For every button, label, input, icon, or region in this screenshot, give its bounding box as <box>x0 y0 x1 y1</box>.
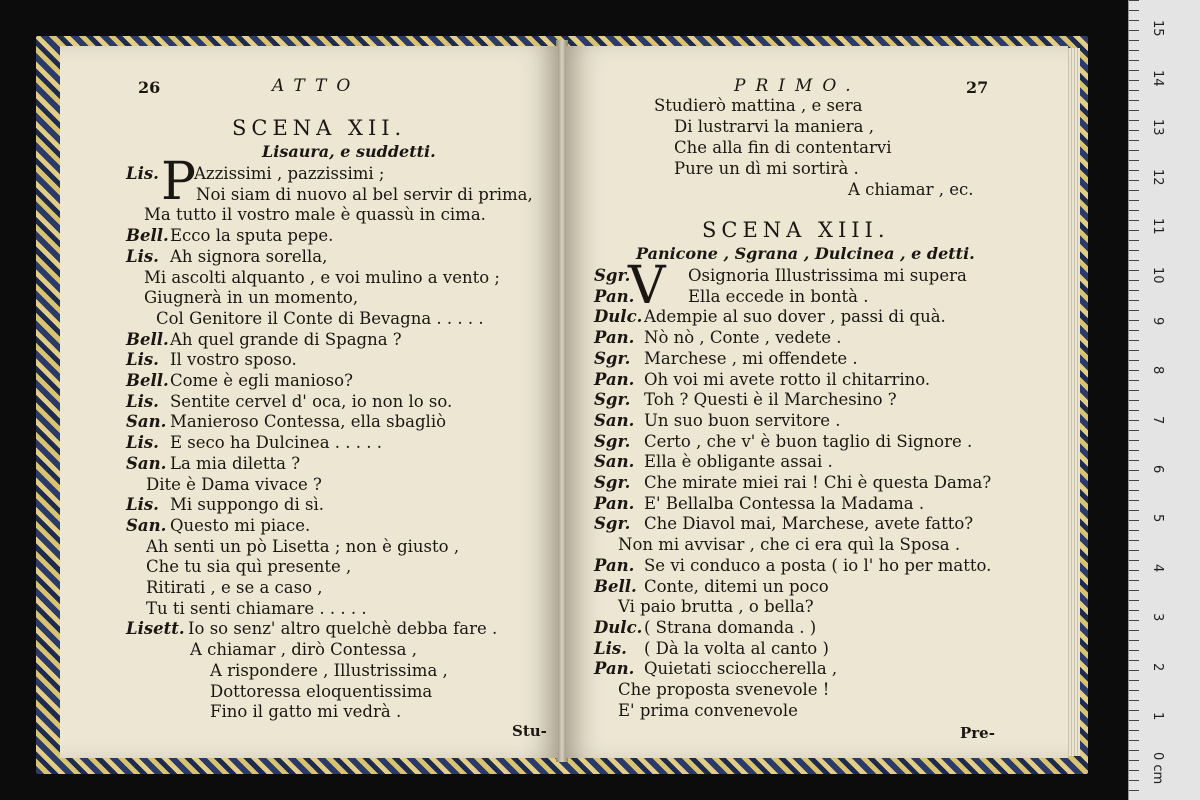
speaker-label: Lis. <box>126 433 159 453</box>
speaker-label: Sgr. <box>594 266 631 285</box>
verse-text: Quietati scioccherella , <box>644 659 838 679</box>
verse-text: Io so senz' altro quelchè debba fare . <box>188 619 498 639</box>
speaker-label: San. <box>126 412 167 432</box>
page-number-right: 27 <box>966 78 989 97</box>
speaker-label: Bell. <box>126 371 169 390</box>
page-number-left: 26 <box>138 78 161 97</box>
speaker-label: Pan. <box>594 328 635 348</box>
verse-text: Sentite cervel d' oca, io non lo so. <box>170 391 453 411</box>
speaker-label: Pan. <box>594 286 635 306</box>
speaker-label: Sgr. <box>594 431 631 451</box>
verse-text: Dottoressa eloquentissima <box>210 681 433 701</box>
scene-title-right: SCENA XIII. <box>702 218 890 242</box>
verse-text: Noi siam di nuovo al bel servir di prima, <box>196 184 533 204</box>
ruler-number: 4 <box>1150 563 1165 573</box>
verse-text: Ella eccede in bontà . <box>688 286 869 306</box>
ruler-number: 13 <box>1150 119 1165 136</box>
verse-text: Certo , che v' è buon taglio di Signore . <box>644 431 973 451</box>
verse-text: Dite è Dama vivace ? <box>146 474 322 494</box>
verse-text: Non mi avvisar , che ci era quì la Sposa . <box>618 535 961 555</box>
verse-text: ( Dà la volta al canto ) <box>644 638 829 658</box>
right-page <box>566 46 1068 758</box>
verse-line: Che alla fin di contentarvi <box>674 138 892 157</box>
verse-text: Marchese , mi offendete . <box>644 348 858 368</box>
verse-text: A rispondere , Illustrissima , <box>210 660 448 680</box>
verse-line: Studierò mattina , e sera <box>654 96 863 115</box>
verse-text: Ma tutto il vostro male è quassù in cima. <box>144 205 486 225</box>
speaker-label: Lis. <box>126 391 159 411</box>
verse-text: Se vi conduco a posta ( io l' ho per matto. <box>644 555 992 575</box>
speaker-label: Pan. <box>594 369 635 389</box>
ruler-number: 12 <box>1150 168 1165 186</box>
verse-text: Che mirate miei rai ! Chi è questa Dama? <box>644 473 992 492</box>
scene-title-left: SCENA XII. <box>232 116 407 140</box>
speaker-label: San. <box>594 452 635 472</box>
speaker-label: Bell. <box>594 576 637 596</box>
verse-line: Pure un dì mi sortirà . <box>674 159 859 178</box>
verse-text: Nò nò , Conte , vedete . <box>644 328 842 348</box>
verse-text: Fino il gatto mi vedrà . <box>210 702 402 722</box>
speaker-label: Sgr. <box>594 390 631 410</box>
verse-text: ( Strana domanda . ) <box>644 617 817 637</box>
speaker-label: San. <box>126 453 167 473</box>
speaker-label: Bell. <box>126 329 169 349</box>
running-head-left: ATTO <box>272 76 361 96</box>
measurement-ruler <box>1128 0 1200 800</box>
speaker-label: Lis. <box>126 246 159 266</box>
ruler-number: 3 <box>1150 613 1165 622</box>
speaker-label: Lis. <box>126 495 159 515</box>
speaker-label: Lis. <box>126 164 159 183</box>
verse-text: Tu ti senti chiamare . . . . . <box>146 598 367 618</box>
ruler-number: 15 <box>1150 20 1165 37</box>
left-page <box>60 46 558 758</box>
ruler-number: 6 <box>1150 465 1165 474</box>
speaker-label: Dulc. <box>594 617 643 637</box>
speaker-label: Pan. <box>594 659 635 679</box>
verse-text: Mi suppongo di sì. <box>170 495 325 515</box>
verse-text: E' prima convenevole <box>618 700 798 720</box>
ruler-number: 9 <box>1150 316 1165 326</box>
verse-text: Il vostro sposo. <box>170 350 297 370</box>
verse-text: Oh voi mi avete rotto il chitarrino. <box>644 369 931 389</box>
speaker-label: Lis. <box>126 350 159 370</box>
verse-text: Ah quel grande di Spagna ? <box>170 329 402 349</box>
verse-text: La mia diletta ? <box>170 453 301 473</box>
verse-text: Conte, ditemi un poco <box>644 576 829 596</box>
speaker-label: Dulc. <box>594 307 643 327</box>
ruler-number: 8 <box>1150 366 1165 375</box>
ruler-unit-label: 0 cm <box>1150 752 1165 785</box>
verse-text: Ah senti un pò Lisetta ; non è giusto , <box>146 536 460 556</box>
running-head-right: PRIMO. <box>734 76 861 96</box>
speaker-label: Sgr. <box>594 514 631 534</box>
cast-list-right: Panicone , Sgrana , Dulcinea , e detti. <box>636 244 975 263</box>
ruler-number: 1 <box>1150 712 1165 721</box>
verse-text: Vi paio brutta , o bella? <box>618 597 814 617</box>
catchword-right: Pre- <box>960 724 995 742</box>
verse-text: Mi ascolti alquanto , e voi mulino a vento ; <box>144 267 500 287</box>
speaker-label: Pan. <box>594 555 635 575</box>
ruler-number: 2 <box>1150 662 1165 671</box>
verse-text: Azzissimi , pazzissimi ; <box>194 164 385 183</box>
verse-text: Che tu sia quì presente , <box>146 557 352 577</box>
speaker-label: Lis. <box>594 638 627 658</box>
verse-text: Ah signora sorella, <box>170 246 328 266</box>
verse-text: Osignoria Illustrissima mi supera <box>688 266 967 285</box>
verse-text: Col Genitore il Conte di Bevagna . . . . . <box>156 308 484 328</box>
verse-text: A chiamar , dirò Contessa , <box>190 640 417 660</box>
verse-text: Toh ? Questi è il Marchesino ? <box>644 390 897 410</box>
speaker-label: Pan. <box>594 493 635 513</box>
verse-text: Come è egli manioso? <box>170 371 353 390</box>
page-edges <box>1066 48 1080 756</box>
verse-text: Giugnerà in un momento, <box>144 288 359 308</box>
verse-text: Questo mi piace. <box>170 515 311 535</box>
ruler-number: 5 <box>1150 514 1165 523</box>
catchword-left: Stu- <box>512 722 547 740</box>
speaker-label: Lisett. <box>126 619 185 639</box>
drop-cap-right: V <box>628 256 666 316</box>
ruler-number: 10 <box>1150 267 1165 284</box>
verse-text: Ella è obligante assai . <box>644 452 833 472</box>
verse-text: Un suo buon servitore . <box>644 410 841 430</box>
drop-cap-left: P <box>161 152 196 212</box>
verse-line: A chiamar , ec. <box>848 180 974 199</box>
speaker-label: Bell. <box>126 226 169 246</box>
ruler-number: 14 <box>1150 69 1165 87</box>
speaker-label: Sgr. <box>594 473 631 492</box>
verse-text: Ritirati , e se a caso , <box>146 578 323 597</box>
speaker-label: San. <box>594 410 635 430</box>
verse-line: Di lustrarvi la maniera , <box>674 117 874 136</box>
verse-text: E seco ha Dulcinea . . . . . <box>170 433 382 453</box>
verse-text: Adempie al suo dover , passi di quà. <box>644 307 946 327</box>
cast-list-left: Lisaura, e suddetti. <box>262 142 436 161</box>
verse-text: Che proposta svenevole ! <box>618 680 830 699</box>
verse-text: E' Bellalba Contessa la Madama . <box>644 493 925 513</box>
speaker-label: San. <box>126 515 167 535</box>
verse-text: Ecco la sputa pepe. <box>170 226 334 246</box>
ruler-number: 11 <box>1150 218 1165 235</box>
verse-text: Che Diavol mai, Marchese, avete fatto? <box>644 514 974 534</box>
speaker-label: Sgr. <box>594 348 631 368</box>
verse-text: Manieroso Contessa, ella sbagliò <box>170 412 447 432</box>
ruler-number: 7 <box>1150 415 1165 424</box>
